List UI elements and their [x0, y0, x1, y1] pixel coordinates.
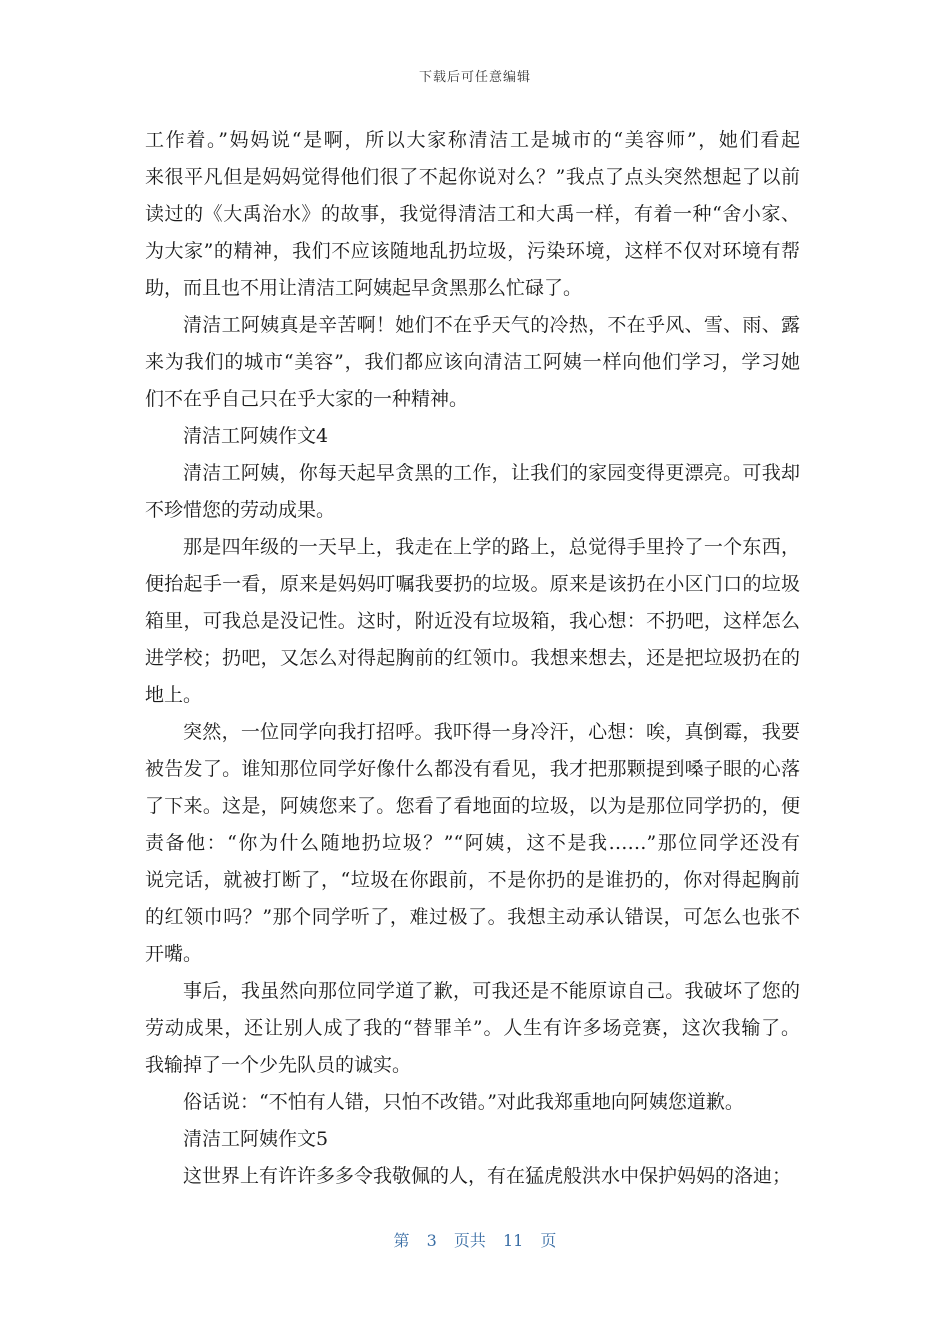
text-line: 进学校；扔吧，又怎么对得起胸前的红领巾。我想来想去，还是把垃圾扔在的	[145, 647, 800, 669]
text-line: 俗话说：“不怕有人错，只怕不改错。”对此我郑重地向阿姨您道歉。	[183, 1091, 744, 1113]
text-line: 这世界上有许许多多令我敬佩的人，有在猛虎般洪水中保护妈妈的洛迪；	[183, 1165, 792, 1187]
text-line: 不珍惜您的劳动成果。	[145, 499, 336, 521]
text-line: 清洁工阿姨作文5	[183, 1128, 329, 1150]
text-line: 箱里，可我总是没记性。这时，附近没有垃圾箱，我心想：不扔吧，这样怎么	[145, 610, 800, 632]
text-line: 那是四年级的一天早上，我走在上学的路上，总觉得手里拎了一个东西，	[183, 536, 800, 558]
text-line: 来很平凡但是妈妈觉得他们很了不起你说对么？”我点了点头突然想起了以前	[145, 166, 800, 188]
text-line: 我输掉了一个少先队员的诚实。	[145, 1054, 412, 1076]
text-line: 的红领巾吗？”那个同学听了，难过极了。我想主动承认错误，可怎么也张不	[145, 906, 800, 928]
text-line: 们不在乎自己只在乎大家的一种精神。	[145, 388, 469, 410]
header-note: 下载后可任意编辑	[418, 70, 531, 85]
text-line: 便抬起手一看，原来是妈妈叮嘱我要扔的垃圾。原来是该扔在小区门口的垃圾	[145, 573, 800, 595]
text-line: 开嘴。	[145, 943, 203, 965]
text-line: 工作着。”妈妈说“是啊，所以大家称清洁工是城市的“美容师”，她们看起	[145, 129, 800, 151]
text-line: 事后，我虽然向那位同学道了歉，可我还是不能原谅自己。我破坏了您的	[183, 980, 800, 1002]
text-line: 地上。	[145, 684, 203, 706]
text-line: 来为我们的城市“美容”，我们都应该向清洁工阿姨一样向他们学习，学习她	[145, 351, 800, 373]
text-line: 说完话，就被打断了，“垃圾在你跟前，不是你扔的是谁扔的，你对得起胸前	[145, 869, 800, 891]
document-body	[145, 122, 800, 1195]
text-line: 清洁工阿姨真是辛苦啊！她们不在乎天气的冷热，不在乎风、雪、雨、露	[183, 314, 800, 336]
text-line: 为大家”的精神，我们不应该随地乱扔垃圾，污染环境，这样不仅对环境有帮	[145, 240, 800, 262]
text-line: 劳动成果，还让别人成了我的“替罪羊”。人生有许多场竞赛，这次我输了。	[145, 1017, 800, 1039]
page-number: 第 3 页共 11 页	[393, 1231, 557, 1250]
text-line: 突然，一位同学向我打招呼。我吓得一身冷汗，心想：唉，真倒霉，我要	[183, 721, 800, 743]
text-line: 清洁工阿姨，你每天起早贪黑的工作，让我们的家园变得更漂亮。可我却	[183, 462, 800, 484]
text-line: 责备他：“你为什么随地扔垃圾？”“阿姨，这不是我……”那位同学还没有	[145, 832, 800, 854]
text-line: 助，而且也不用让清洁工阿姨起早贪黑那么忙碌了。	[145, 277, 583, 299]
text-line: 被告发了。谁知那位同学好像什么都没有看见，我才把那颗提到嗓子眼的心落	[145, 758, 800, 780]
text-line: 清洁工阿姨作文4	[183, 425, 329, 447]
text-line: 读过的《大禹治水》的故事，我觉得清洁工和大禹一样，有着一种“舍小家、	[145, 203, 800, 225]
text-line: 了下来。这是，阿姨您来了。您看了看地面的垃圾，以为是那位同学扔的，便	[145, 795, 800, 817]
